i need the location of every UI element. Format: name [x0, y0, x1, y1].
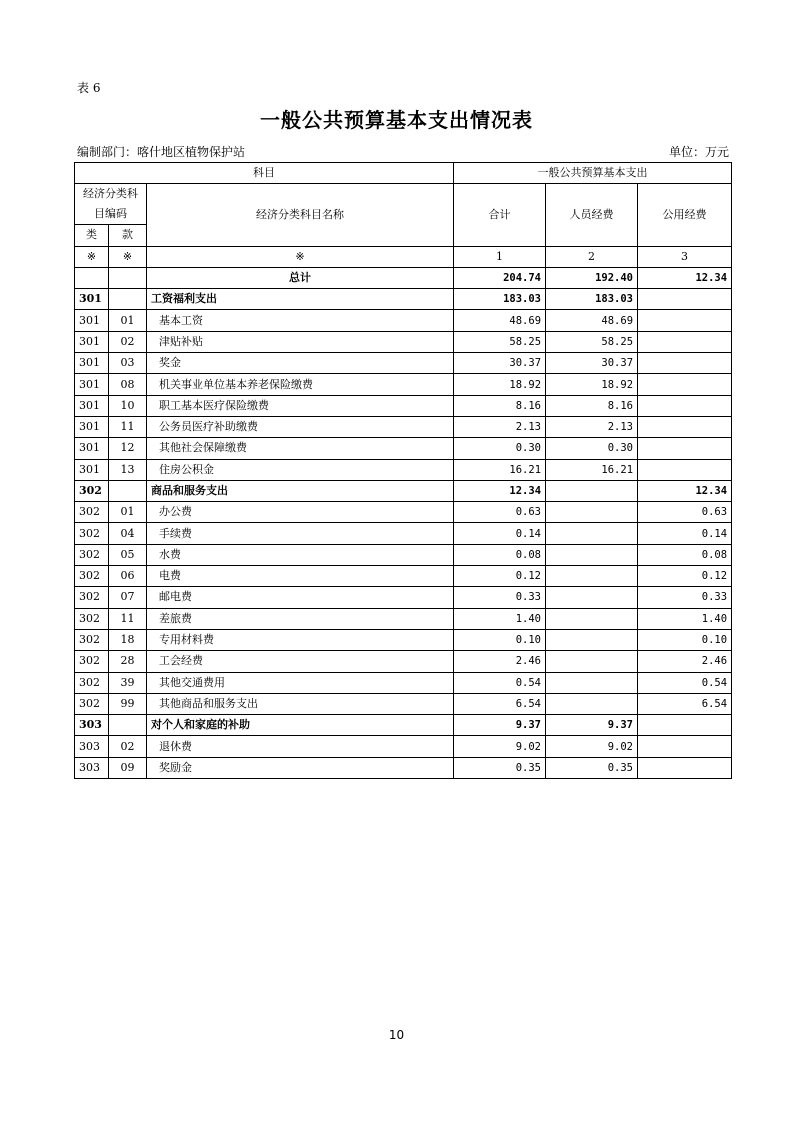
row-public: 0.14 [638, 523, 732, 544]
row-kuan: 02 [109, 736, 147, 757]
row-kuan: 02 [109, 331, 147, 352]
personnel-header: 人员经费 [546, 184, 638, 246]
table-row [75, 289, 732, 310]
row-name: 对个人和家庭的补助 [147, 715, 454, 736]
row-public: 6.54 [638, 693, 732, 714]
row-personnel: 30.37 [546, 353, 638, 374]
row-kuan [109, 480, 147, 501]
row-name: 专用材料费 [147, 629, 454, 650]
row-lei: 301 [75, 416, 109, 437]
row-lei: 302 [75, 672, 109, 693]
row-personnel [546, 566, 638, 587]
row-total: 48.69 [454, 310, 546, 331]
econ-name-header: 经济分类科目名称 [147, 184, 454, 246]
row-personnel: 183.03 [546, 289, 638, 310]
row-total: 0.33 [454, 587, 546, 608]
row-name: 工资福利支出 [147, 289, 454, 310]
row-total: 58.25 [454, 331, 546, 352]
table-row [75, 395, 732, 416]
row-public: 0.12 [638, 566, 732, 587]
row-public: 0.54 [638, 672, 732, 693]
row-personnel: 16.21 [546, 459, 638, 480]
row-public: 1.40 [638, 608, 732, 629]
row-name: 退休费 [147, 736, 454, 757]
row-name: 其他社会保障缴费 [147, 438, 454, 459]
row-kuan: 08 [109, 374, 147, 395]
table-row [75, 693, 732, 714]
row-lei: 302 [75, 608, 109, 629]
row-lei: 303 [75, 715, 109, 736]
row-kuan: 09 [109, 757, 147, 778]
row-total: 0.63 [454, 502, 546, 523]
econ-code-header-line1: 经济分类科 [83, 187, 138, 201]
grand-total-label: 总计 [147, 267, 454, 288]
row-name: 基本工资 [147, 310, 454, 331]
row-kuan: 01 [109, 310, 147, 331]
table-row [75, 736, 732, 757]
row-public: 0.63 [638, 502, 732, 523]
row-name: 商品和服务支出 [147, 480, 454, 501]
row-public [638, 757, 732, 778]
table-row [75, 502, 732, 523]
row-name: 手续费 [147, 523, 454, 544]
grand-total-kuan [109, 267, 147, 288]
econ-code-header-line2: 目编码 [94, 207, 127, 221]
row-total: 183.03 [454, 289, 546, 310]
row-personnel [546, 480, 638, 501]
table-row [75, 544, 732, 565]
table-row [75, 310, 732, 331]
row-kuan: 11 [109, 416, 147, 437]
row-public [638, 715, 732, 736]
row-kuan: 39 [109, 672, 147, 693]
row-kuan: 12 [109, 438, 147, 459]
row-name: 奖金 [147, 353, 454, 374]
row-public [638, 736, 732, 757]
index-mark-name: ※ [147, 246, 454, 267]
row-kuan: 06 [109, 566, 147, 587]
row-public [638, 289, 732, 310]
row-personnel [546, 502, 638, 523]
row-name: 水费 [147, 544, 454, 565]
lei-header: 类 [75, 225, 109, 246]
row-name: 其他交通费用 [147, 672, 454, 693]
row-lei: 302 [75, 587, 109, 608]
row-name: 职工基本医疗保险缴费 [147, 395, 454, 416]
table-row [75, 757, 732, 778]
index-col-3: 3 [638, 246, 732, 267]
row-personnel [546, 608, 638, 629]
row-name: 办公费 [147, 502, 454, 523]
public-header: 公用经费 [638, 184, 732, 246]
row-personnel [546, 544, 638, 565]
econ-code-header [75, 184, 147, 225]
index-col-1: 1 [454, 246, 546, 267]
grand-total-public: 12.34 [638, 267, 732, 288]
row-lei: 303 [75, 736, 109, 757]
row-kuan: 05 [109, 544, 147, 565]
row-total: 1.40 [454, 608, 546, 629]
row-total: 0.08 [454, 544, 546, 565]
row-total: 0.12 [454, 566, 546, 587]
row-personnel: 2.13 [546, 416, 638, 437]
index-col-2: 2 [546, 246, 638, 267]
row-kuan: 18 [109, 629, 147, 650]
row-personnel [546, 523, 638, 544]
department-label: 编制部门：喀什地区植物保护站 [77, 145, 246, 159]
row-lei: 301 [75, 438, 109, 459]
row-total: 8.16 [454, 395, 546, 416]
grand-total-personnel: 192.40 [546, 267, 638, 288]
row-kuan: 10 [109, 395, 147, 416]
grand-total-total: 204.74 [454, 267, 546, 288]
row-total: 16.21 [454, 459, 546, 480]
row-total: 18.92 [454, 374, 546, 395]
row-personnel [546, 672, 638, 693]
row-public [638, 395, 732, 416]
row-lei: 302 [75, 480, 109, 501]
table-row [75, 480, 732, 501]
table-row [75, 629, 732, 650]
row-lei: 302 [75, 566, 109, 587]
table-row [75, 438, 732, 459]
table-label: 表 6 [77, 81, 101, 95]
row-kuan [109, 715, 147, 736]
row-total: 9.02 [454, 736, 546, 757]
row-total: 0.54 [454, 672, 546, 693]
row-personnel: 0.35 [546, 757, 638, 778]
row-public: 0.10 [638, 629, 732, 650]
budget-group-header: 一般公共预算基本支出 [454, 163, 732, 184]
row-personnel: 9.02 [546, 736, 638, 757]
grand-total-row [75, 267, 732, 288]
row-lei: 301 [75, 331, 109, 352]
row-name: 邮电费 [147, 587, 454, 608]
row-total: 2.46 [454, 651, 546, 672]
row-name: 差旅费 [147, 608, 454, 629]
row-personnel: 48.69 [546, 310, 638, 331]
grand-total-lei [75, 267, 109, 288]
table-row [75, 459, 732, 480]
row-lei: 302 [75, 523, 109, 544]
index-row [75, 246, 732, 267]
row-name: 其他商品和服务支出 [147, 693, 454, 714]
row-kuan: 01 [109, 502, 147, 523]
row-lei: 301 [75, 289, 109, 310]
page-number: 10 [388, 1028, 405, 1042]
index-mark-lei: ※ [75, 246, 109, 267]
row-lei: 301 [75, 310, 109, 331]
row-lei: 301 [75, 353, 109, 374]
row-name: 机关事业单位基本养老保险缴费 [147, 374, 454, 395]
row-lei: 302 [75, 651, 109, 672]
row-kuan: 03 [109, 353, 147, 374]
table-row [75, 353, 732, 374]
row-personnel [546, 629, 638, 650]
row-total: 6.54 [454, 693, 546, 714]
row-lei: 301 [75, 374, 109, 395]
table-row [75, 651, 732, 672]
table-row [75, 374, 732, 395]
subject-header: 科目 [75, 163, 454, 184]
row-personnel [546, 693, 638, 714]
row-personnel [546, 651, 638, 672]
row-public [638, 353, 732, 374]
header-row-2 [75, 184, 732, 225]
row-lei: 302 [75, 629, 109, 650]
row-personnel [546, 587, 638, 608]
row-public: 12.34 [638, 480, 732, 501]
row-personnel: 9.37 [546, 715, 638, 736]
table-row [75, 523, 732, 544]
row-public [638, 331, 732, 352]
row-public [638, 459, 732, 480]
row-total: 2.13 [454, 416, 546, 437]
row-name: 奖励金 [147, 757, 454, 778]
index-mark-kuan: ※ [109, 246, 147, 267]
row-name: 电费 [147, 566, 454, 587]
row-public [638, 374, 732, 395]
row-total: 0.10 [454, 629, 546, 650]
row-public [638, 310, 732, 331]
row-personnel: 0.30 [546, 438, 638, 459]
row-public: 0.08 [638, 544, 732, 565]
table-row [75, 331, 732, 352]
row-total: 0.14 [454, 523, 546, 544]
kuan-header: 款 [109, 225, 147, 246]
row-name: 住房公积金 [147, 459, 454, 480]
row-public: 0.33 [638, 587, 732, 608]
budget-table [74, 162, 732, 779]
table-row [75, 715, 732, 736]
table-row [75, 566, 732, 587]
unit-label: 单位：万元 [668, 145, 729, 159]
row-total: 9.37 [454, 715, 546, 736]
row-kuan [109, 289, 147, 310]
row-lei: 301 [75, 459, 109, 480]
row-kuan: 13 [109, 459, 147, 480]
row-public [638, 438, 732, 459]
table-row [75, 672, 732, 693]
row-lei: 301 [75, 395, 109, 416]
row-lei: 302 [75, 502, 109, 523]
table-row [75, 587, 732, 608]
row-kuan: 04 [109, 523, 147, 544]
row-name: 公务员医疗补助缴费 [147, 416, 454, 437]
row-name: 津贴补贴 [147, 331, 454, 352]
row-lei: 303 [75, 757, 109, 778]
table-row [75, 416, 732, 437]
row-total: 12.34 [454, 480, 546, 501]
row-kuan: 07 [109, 587, 147, 608]
row-kuan: 99 [109, 693, 147, 714]
row-personnel: 8.16 [546, 395, 638, 416]
row-name: 工会经费 [147, 651, 454, 672]
page-title: 一般公共预算基本支出情况表 [260, 108, 533, 132]
row-total: 30.37 [454, 353, 546, 374]
row-kuan: 28 [109, 651, 147, 672]
row-personnel: 18.92 [546, 374, 638, 395]
row-lei: 302 [75, 544, 109, 565]
table-row [75, 608, 732, 629]
row-public: 2.46 [638, 651, 732, 672]
row-total: 0.35 [454, 757, 546, 778]
row-public [638, 416, 732, 437]
row-personnel: 58.25 [546, 331, 638, 352]
row-total: 0.30 [454, 438, 546, 459]
row-lei: 302 [75, 693, 109, 714]
total-header: 合计 [454, 184, 546, 246]
row-kuan: 11 [109, 608, 147, 629]
header-row-1 [75, 163, 732, 184]
